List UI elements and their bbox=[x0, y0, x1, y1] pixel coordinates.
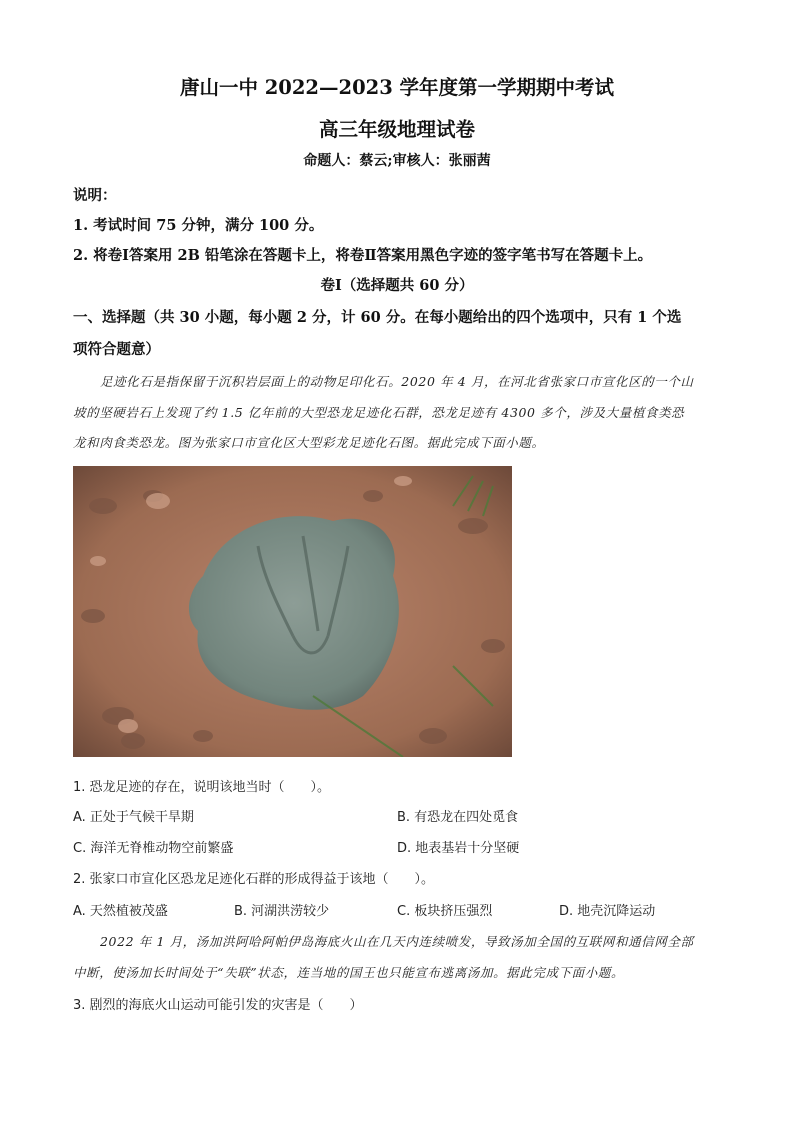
question-1-stem: 1. 恐龙足迹的存在，说明该地当时（ ）。 bbox=[73, 780, 331, 795]
exam-subtitle: 高三年级地理试卷 bbox=[318, 118, 475, 141]
question-2-stem: 2. 张家口市宣化区恐龙足迹化石群的形成得益于该地（ ）。 bbox=[73, 872, 435, 887]
instructions-heading: 说明： bbox=[73, 187, 117, 204]
question-1-option-c: C. 海洋无脊椎动物空前繁盛 bbox=[73, 841, 234, 856]
section-title: 卷Ⅰ（选择题共 60 分） bbox=[320, 277, 474, 294]
question-2-option-b: B. 河湖洪涝较少 bbox=[234, 904, 330, 919]
question-1-option-a: A. 正处于气候干旱期 bbox=[73, 810, 194, 825]
question-1-option-b: B. 有恐龙在四处觅食 bbox=[397, 810, 519, 825]
passage2-line-1: 2022 年 1 月，汤加洪阿哈阿帕伊岛海底火山在几天内连续喷发，导致汤加全国的互联网和通信网全部 bbox=[100, 934, 694, 949]
passage2-line-2: 中断，使汤加长时间处于“失联”状态，连当地的国王也只能宣布逃离汤加。据此完成下面小题。 bbox=[73, 965, 625, 980]
passage1-line-2: 坡的坚硬岩石上发现了约 1.5 亿年前的大型恐龙足迹化石群，恐龙足迹有 4300 多个，涉及大量植食类恐 bbox=[73, 405, 685, 420]
question-2-option-c: C. 板块挤压强烈 bbox=[397, 904, 493, 919]
question-2-option-d: D. 地壳沉降运动 bbox=[559, 904, 656, 919]
passage1-line-1: 足迹化石是指保留于沉积岩层面上的动物足印化石。2020 年 4 月，在河北省张家口市宣化区的一个山 bbox=[100, 374, 694, 389]
dinosaur-footprint-photo bbox=[73, 466, 512, 757]
question-2-option-a: A. 天然植被茂盛 bbox=[73, 904, 168, 919]
section-heading-line-1: 一、选择题（共 30 小题，每小题 2 分，计 60 分。在每小题给出的四个选项中，只有 1 个选 bbox=[73, 309, 682, 326]
section-heading-line-2: 项符合题意） bbox=[73, 341, 160, 358]
passage1-line-3: 龙和肉食类恐龙。图为张家口市宣化区大型彩龙足迹化石图。据此完成下面小题。 bbox=[73, 435, 545, 450]
authors-line: 命题人：蔡云;审核人：张丽茜 bbox=[303, 153, 491, 169]
question-1-option-d: D. 地表基岩十分坚硬 bbox=[397, 841, 520, 856]
instruction-item-2: 2. 将卷Ⅰ答案用 2B 铅笔涂在答题卡上，将卷Ⅱ答案用黑色字迹的签字笔书写在答题卡上。 bbox=[73, 247, 653, 264]
question-3-stem: 3. 剧烈的海底火山运动可能引发的灾害是（ ） bbox=[73, 998, 363, 1013]
instruction-item-1: 1. 考试时间 75 分钟，满分 100 分。 bbox=[73, 217, 324, 234]
exam-title: 唐山一中 2022—2023 学年度第一学期期中考试 bbox=[179, 76, 615, 99]
